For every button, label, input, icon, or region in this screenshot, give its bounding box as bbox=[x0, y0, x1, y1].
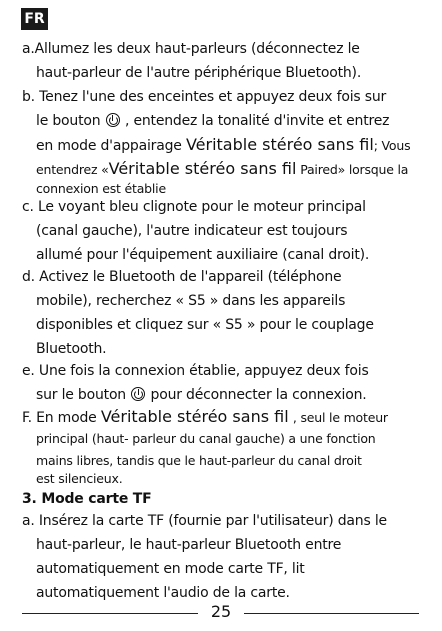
step-b-text-5: entendrez « bbox=[36, 162, 109, 177]
step-a-line-2: haut-parleur de l'autre périphérique Bluetooth). bbox=[36, 65, 362, 81]
step-b-text-2: , entendez la tonalité d'invite et entrez bbox=[124, 113, 390, 129]
step-f-text-2: , seul le moteur bbox=[292, 410, 388, 425]
tws-mode-name-2: Véritable stéréo sans fil bbox=[108, 159, 297, 178]
step-c-line-1: c. Le voyant bleu clignote pour le moteur principal bbox=[22, 199, 366, 215]
section-heading-tf-card: 3. Mode carte TF bbox=[22, 491, 152, 507]
step-c-line-3: allumé pour l'équipement auxiliaire (canal droit). bbox=[36, 247, 370, 263]
page-number: 25 bbox=[210, 602, 232, 621]
step-d-line-3: disponibles et cliquez sur « S5 » pour le couplage bbox=[36, 317, 374, 333]
step-b-text-3: en mode d'appairage bbox=[36, 138, 182, 154]
step-c-line-2: (canal gauche), l'autre indicateur est toujours bbox=[36, 223, 348, 239]
step-b-line-2 bbox=[36, 112, 389, 130]
tws-mode-name-3: Véritable stéréo sans fil bbox=[100, 407, 289, 426]
step-e-line-2 bbox=[36, 386, 367, 404]
tws-mode-name: Véritable stéréo sans fil bbox=[185, 135, 374, 154]
step-b-line-5: connexion est établie bbox=[36, 181, 166, 196]
footer-rule-right bbox=[244, 613, 419, 614]
tf-step-a-line-1: a. Insérez la carte TF (fournie par l'utilisateur) dans le bbox=[22, 513, 387, 529]
step-d-line-1: d. Activez le Bluetooth de l'appareil (téléphone bbox=[22, 269, 342, 285]
step-d-line-4: Bluetooth. bbox=[36, 341, 107, 357]
step-b-text-4: ; Vous bbox=[373, 138, 411, 153]
step-e-line-1: e. Une fois la connexion établie, appuyez deux fois bbox=[22, 363, 369, 379]
step-f-line-3: mains libres, tandis que le haut-parleur du canal droit bbox=[36, 453, 362, 468]
step-a-line-1: a.Allumez les deux haut-parleurs (déconnectez le bbox=[22, 41, 360, 57]
power-icon bbox=[131, 387, 145, 401]
step-f-line-4: est silencieux. bbox=[36, 471, 123, 486]
step-b-line-4 bbox=[36, 160, 408, 179]
language-badge: FR bbox=[21, 8, 48, 30]
tf-step-a-line-4: automatiquement l'audio de la carte. bbox=[36, 585, 290, 601]
step-b-line-3 bbox=[36, 136, 410, 155]
step-b-text-6: Paired» lorsque la bbox=[296, 162, 409, 177]
power-icon bbox=[106, 113, 120, 127]
step-d-line-2: mobile), recherchez « S5 » dans les appareils bbox=[36, 293, 346, 309]
step-b-text-1: le bouton bbox=[36, 113, 101, 129]
step-e-text-1: sur le bouton bbox=[36, 387, 126, 403]
step-f-text-1: F. En mode bbox=[22, 410, 97, 426]
step-b-line-1: b. Tenez l'une des enceintes et appuyez deux fois sur bbox=[22, 89, 387, 105]
tf-step-a-line-3: automatiquement en mode carte TF, lit bbox=[36, 561, 305, 577]
step-f-line-1 bbox=[22, 408, 388, 427]
step-f-line-2: principal (haut- parleur du canal gauche) a une fonction bbox=[36, 431, 376, 446]
step-e-text-2: pour déconnecter la connexion. bbox=[150, 387, 367, 403]
tf-step-a-line-2: haut-parleur, le haut-parleur Bluetooth entre bbox=[36, 537, 342, 553]
